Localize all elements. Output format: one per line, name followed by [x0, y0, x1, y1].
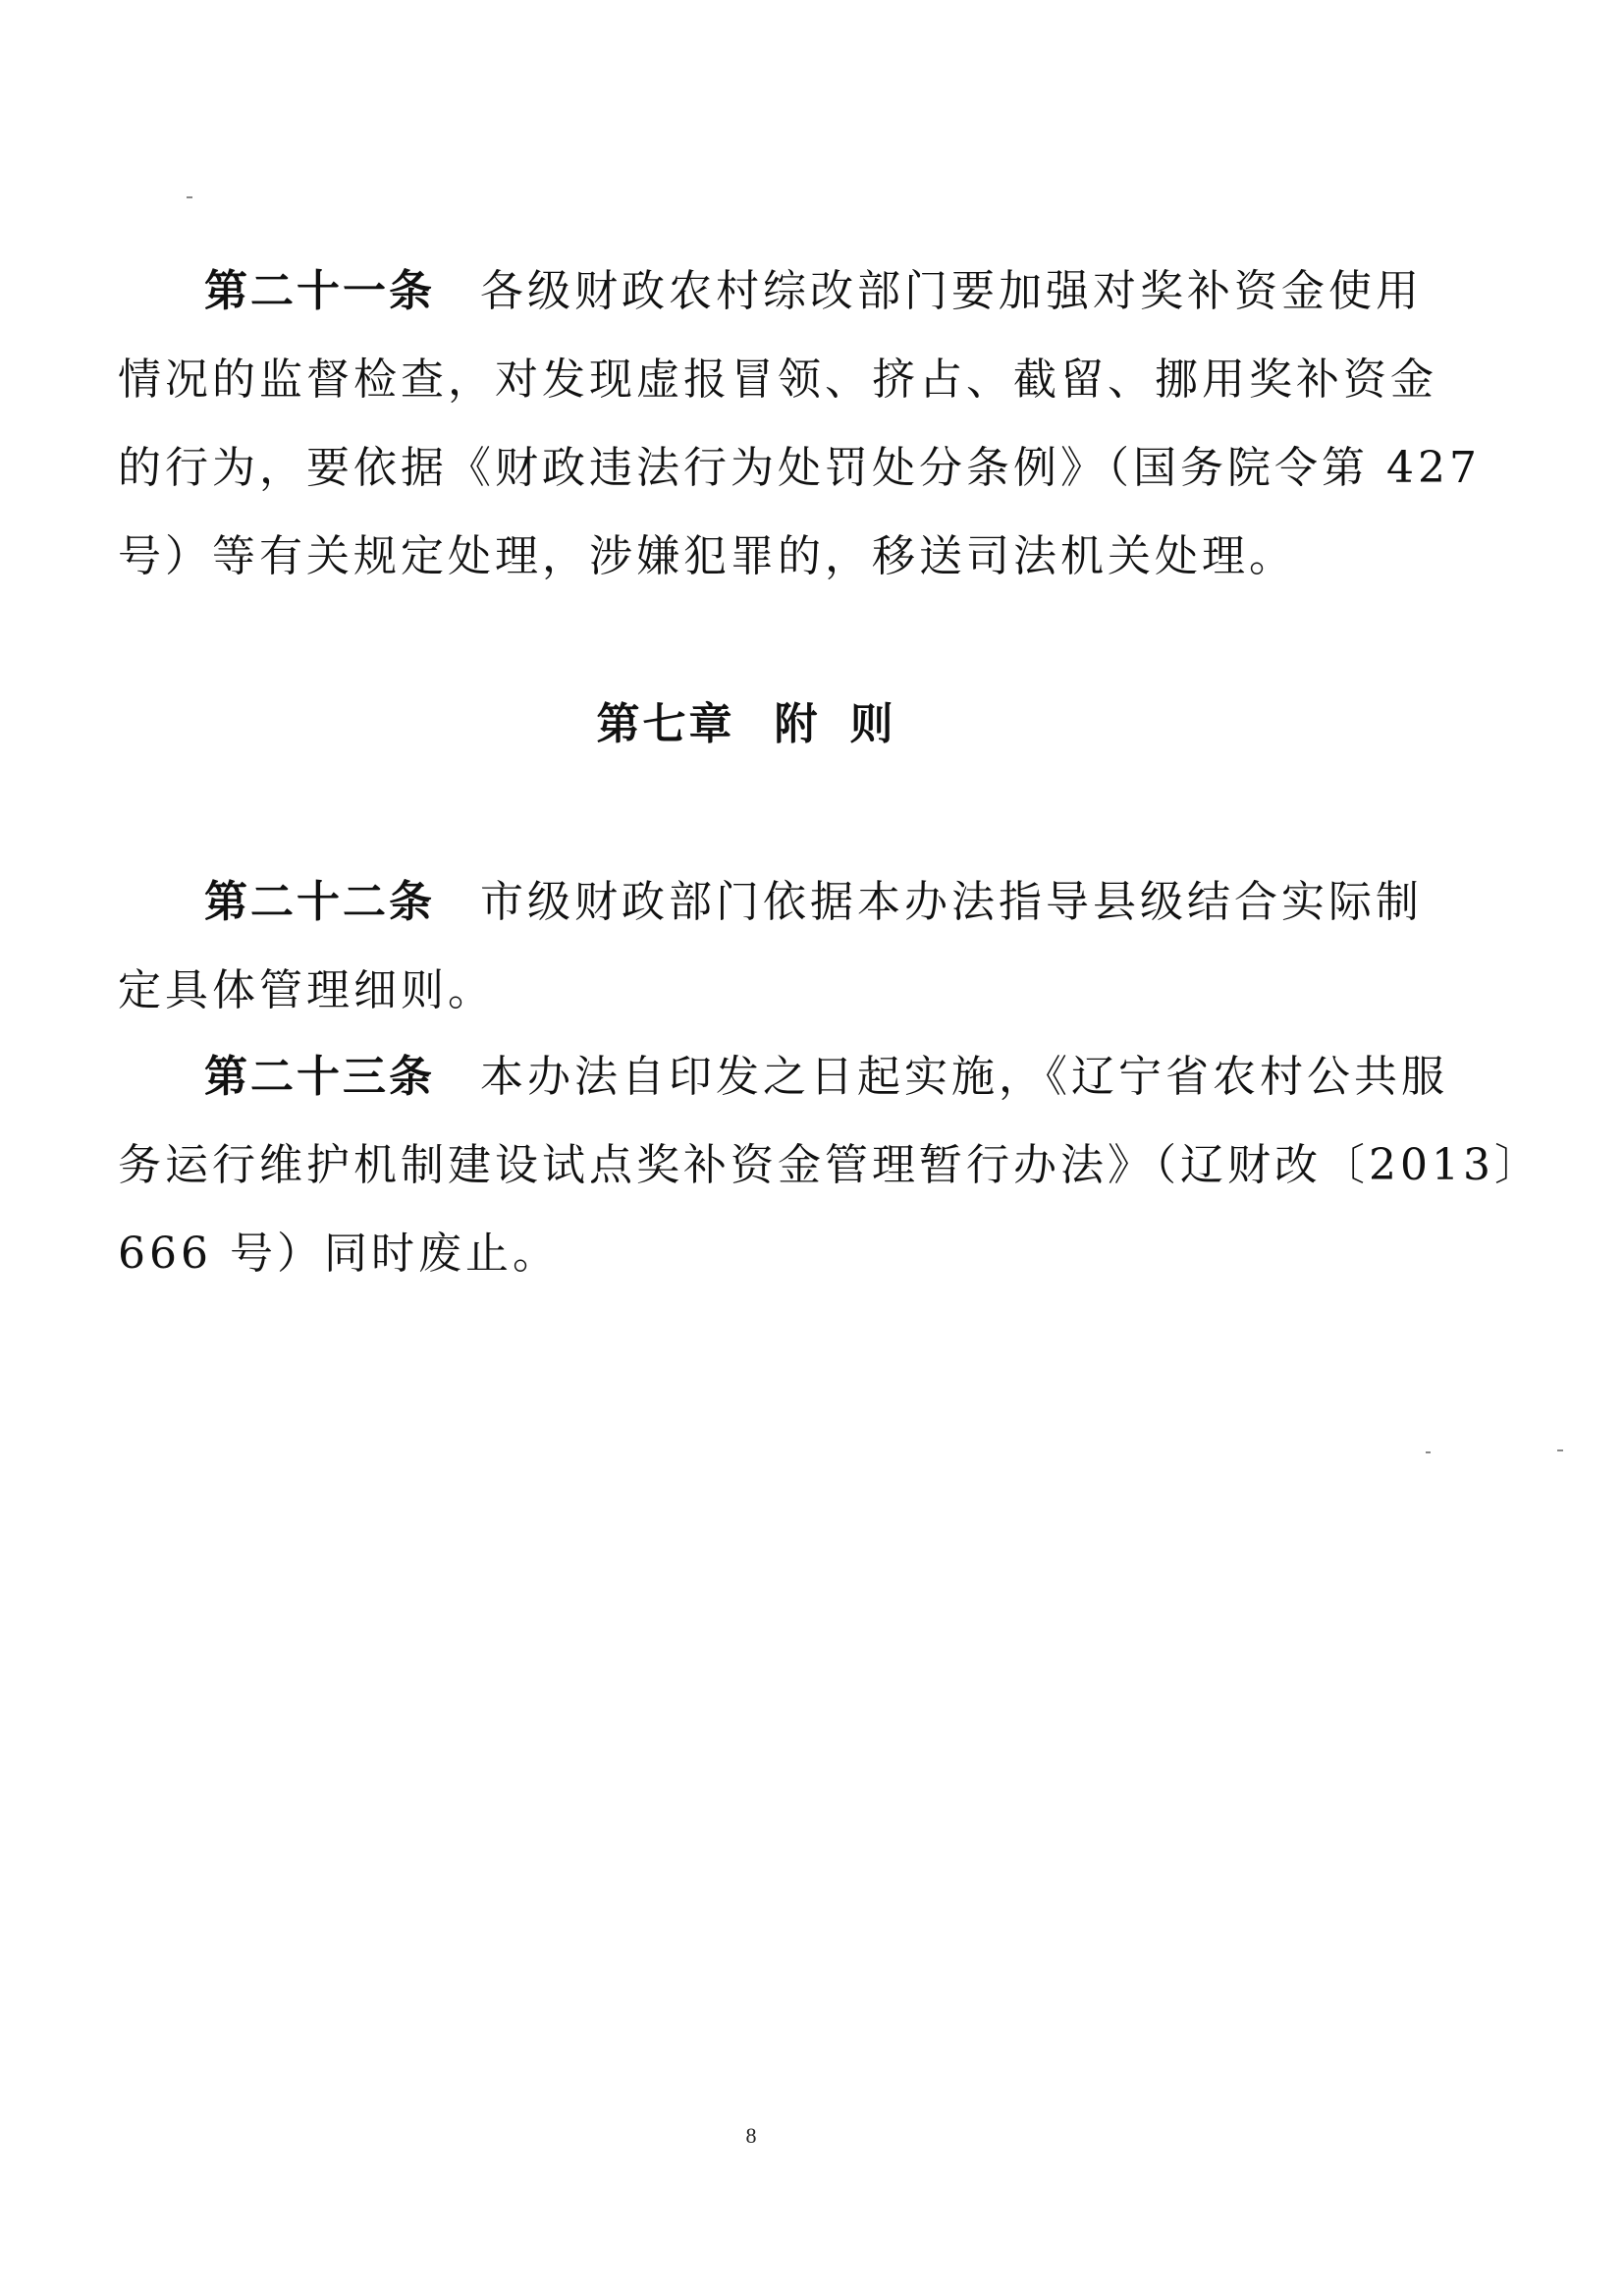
scan-speck — [1557, 1449, 1563, 1451]
article-23-text-1: 本办法自印发之日起实施，《辽宁省农村公共服 — [480, 1052, 1448, 1102]
article-21-line-1 — [118, 247, 1423, 336]
scan-speck — [187, 196, 192, 198]
chapter-number: 第七章 — [596, 699, 735, 749]
article-21-text-1: 各级财政农村综改部门要加强对奖补资金使用 — [480, 266, 1423, 316]
article-23-label: 第二十三条 — [204, 1052, 435, 1102]
article-21-line-2: 情况的监督检查，对发现虚报冒领、挤占、截留、挪用奖补资金 — [118, 355, 1437, 405]
article-23-line-1 — [118, 1033, 1448, 1121]
page-number: 8 — [745, 2123, 757, 2148]
article-21-label: 第二十一条 — [204, 266, 435, 316]
article-22-label: 第二十二条 — [204, 877, 435, 927]
article-23-line-2: 务运行维护机制建设试点奖补资金管理暂行办法》（辽财改〔2013〕 — [118, 1140, 1542, 1190]
article-22-text-1: 市级财政部门依据本办法指导县级结合实际制 — [480, 877, 1423, 927]
article-22-line-1 — [118, 858, 1423, 947]
chapter-heading — [0, 685, 1492, 764]
article-21 — [118, 247, 1481, 601]
chapter-title-part2: 则 — [849, 699, 896, 749]
article-22 — [118, 858, 1423, 1035]
article-23-line-3: 666 号）同时废止。 — [118, 1229, 560, 1279]
scan-speck — [1426, 1451, 1431, 1453]
article-23 — [118, 1033, 1542, 1298]
chapter-title-part1: 附 — [774, 699, 821, 749]
article-21-line-3: 的行为，要依据《财政违法行为处罚处分条例》（国务院令第 427 — [118, 443, 1481, 493]
article-21-line-4: 号）等有关规定处理，涉嫌犯罪的，移送司法机关处理。 — [118, 531, 1296, 581]
article-22-line-2: 定具体管理细则。 — [118, 965, 495, 1015]
